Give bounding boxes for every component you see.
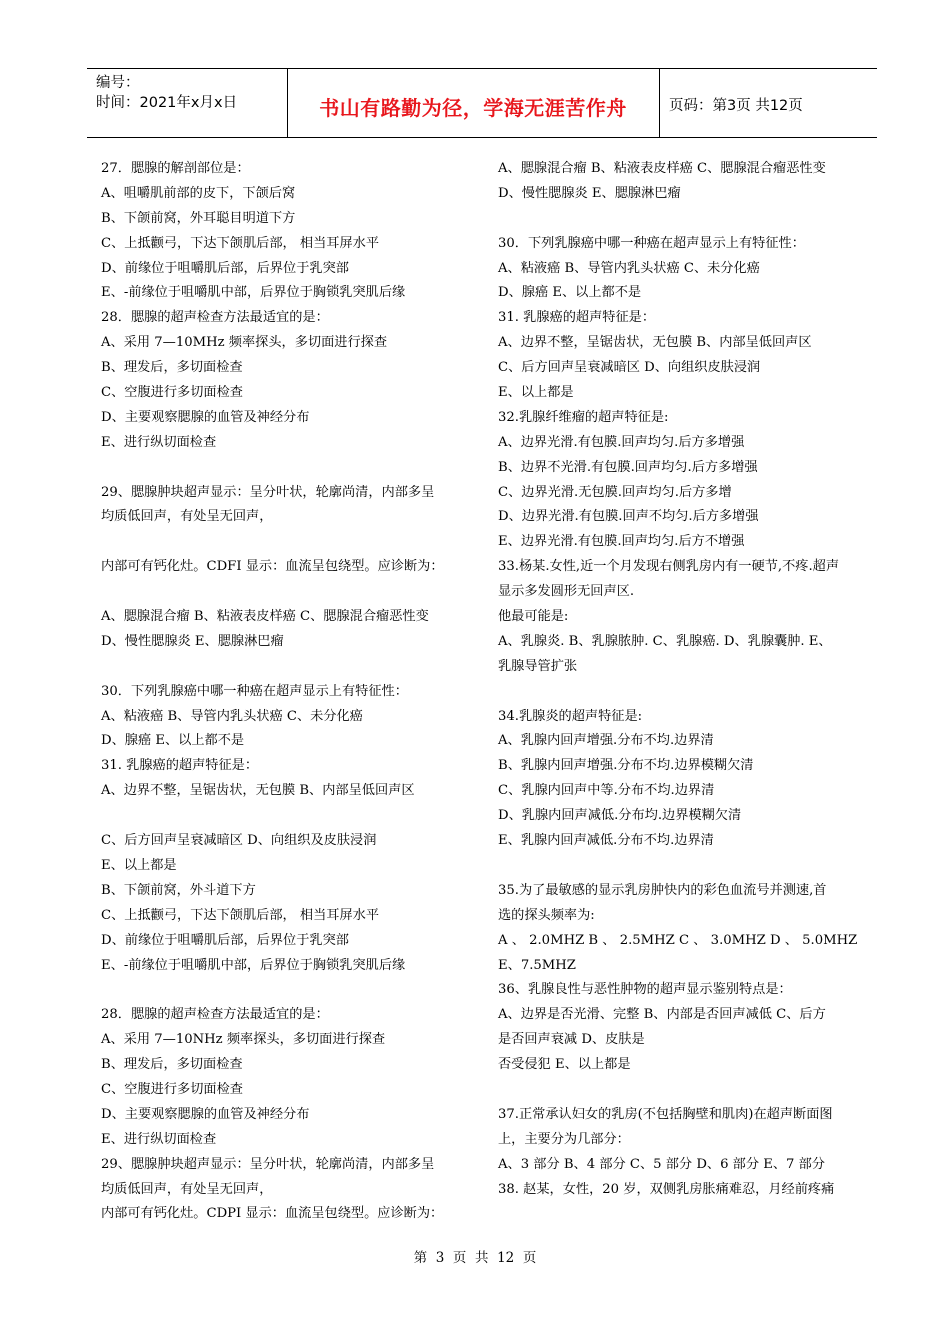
text-line: 内部可有钙化灶。CDFI 显示：血流呈包绕型。应诊断为：: [101, 559, 444, 575]
text-line: 31. 乳腺癌的超声特征是：: [101, 758, 259, 774]
text-line: D、腺癌 E、以上都不是: [498, 285, 642, 301]
text-line: [498, 854, 868, 879]
text-line: A、采用 7—10MHz 频率探头，多切面进行探查: [101, 335, 388, 351]
text-line: 显示多发圆形无回声区.: [498, 584, 635, 600]
page-code-label: 页码：第3页 共12页: [669, 98, 803, 114]
text-line: E、进行纵切面检查: [101, 434, 217, 450]
text-line: D、慢性腮腺炎 E、腮腺淋巴瘤: [101, 633, 284, 649]
text-line: 均质低回声，有处呈无回声，: [101, 1181, 273, 1197]
text-line: [498, 680, 868, 705]
text-line: 27．腮腺的解剖部位是：: [101, 161, 250, 176]
text-line: D、前缘位于咀嚼肌后部，后界位于乳突部: [101, 260, 349, 276]
text-line: E、以上都是: [498, 385, 574, 401]
text-line: [498, 1078, 868, 1103]
text-line: B、下颌前窝，外斗道下方: [101, 882, 256, 898]
text-line: 30．下列乳腺癌中哪一种癌在超声显示上有特征性：: [498, 235, 805, 251]
text-line: A 、 2.0MHZ B 、 2.5MHZ C 、 3.0MHZ D 、 5.0MHZ: [498, 932, 858, 948]
text-line: D、前缘位于咀嚼肌后部，后界位于乳突部: [101, 932, 349, 948]
text-line: 他最可能是:: [498, 609, 569, 625]
text-line: 否受侵犯 E、以上都是: [498, 1057, 631, 1073]
text-line: A、腮腺混合瘤 B、粘液表皮样癌 C、腮腺混合瘤恶性变: [101, 609, 429, 625]
text-line: 34.乳腺炎的超声特征是:: [498, 708, 643, 724]
text-line: C、空腹进行多切面检查: [101, 385, 243, 401]
text-line: B、理发后，多切面检查: [101, 360, 243, 376]
text-line: 32.乳腺纤维瘤的超声特征是:: [498, 409, 669, 425]
text-line: 均质低回声，有处呈无回声，: [101, 509, 273, 525]
text-line: 33.杨某.女性,近一个月发现右侧乳房内有一硬节,不疼.超声: [498, 559, 840, 575]
text-line: E、-前缘位于咀嚼肌中部，后界位于胸锁乳突肌后缘: [101, 285, 406, 301]
text-line: D、慢性腮腺炎 E、腮腺淋巴瘤: [498, 185, 681, 201]
text-line: E、以上都是: [101, 857, 177, 873]
text-line: C、边界光滑.无包膜.回声均匀.后方多增: [498, 484, 732, 500]
text-line: A、粘液癌 B、导管内乳头状癌 C、未分化癌: [498, 260, 760, 276]
text-line: D、腺癌 E、以上都不是: [101, 733, 245, 749]
text-line: A、边界是否光滑、完整 B、内部是否回声减低 C、后方: [498, 1007, 826, 1023]
text-line: B、乳腺内回声增强.分布不均.边界模糊欠清: [498, 758, 754, 774]
text-line: C、后方回声呈衰减暗区 D、向组织皮肤浸润: [498, 360, 761, 376]
document-time-label: 时间：2021年x月x日: [96, 95, 238, 111]
text-line: B、下颌前窝，外耳聪目明道下方: [101, 210, 296, 226]
text-line: A、边界光滑.有包膜.回声均匀.后方多增强: [498, 434, 745, 450]
text-line: 36、乳腺良性与恶性肿物的超声显示鉴别特点是：: [498, 982, 792, 998]
right-text-column: [498, 157, 868, 1202]
text-line: 28．腮腺的超声检查方法最适宜的是：: [101, 1007, 329, 1023]
motto-text: 书山有路勤为径，学海无涯苦作舟: [319, 96, 627, 120]
text-line: E、7.5MHZ: [498, 957, 576, 973]
page-header: [87, 68, 877, 138]
text-line: 28．腮腺的超声检查方法最适宜的是：: [101, 310, 329, 326]
text-line: 选的探头频率为:: [498, 907, 595, 923]
header-motto-cell: [287, 69, 660, 137]
text-line: [101, 456, 476, 481]
text-line: E、-前缘位于咀嚼肌中部，后界位于胸锁乳突肌后缘: [101, 957, 406, 973]
page-footer: 第 3 页 共 12 页: [413, 1250, 537, 1266]
text-line: D、主要观察腮腺的血管及神经分布: [101, 1106, 310, 1122]
text-line: 37.正常承认妇女的乳房(不包括胸壁和肌肉)在超声断面图: [498, 1106, 833, 1122]
text-line: 35.为了最敏感的显示乳房肿快内的彩色血流号并测速,首: [498, 882, 827, 898]
text-line: [498, 207, 868, 232]
text-line: A、边界不整，呈锯齿状，无包膜 B、内部呈低回声区: [101, 783, 415, 799]
text-line: A、粘液癌 B、导管内乳头状癌 C、未分化癌: [101, 708, 363, 724]
text-line: 是否回声衰减 D、皮肤是: [498, 1032, 645, 1048]
text-line: E、进行纵切面检查: [101, 1131, 217, 1147]
text-line: 38. 赵某，女性，20 岁，双侧乳房胀痛难忍，月经前疼痛: [498, 1181, 835, 1197]
text-line: C、上抵颧弓，下达下颌肌后部， 相当耳屏水平: [101, 235, 380, 251]
text-line: E、乳腺内回声减低.分布不均.边界清: [498, 833, 714, 849]
text-line: A、咀嚼肌前部的皮下，下颌后窝: [101, 185, 296, 201]
text-line: D、主要观察腮腺的血管及神经分布: [101, 409, 310, 425]
header-page-cell: [659, 69, 877, 137]
text-line: 内部可有钙化灶。CDPI 显示：血流呈包绕型。应诊断为：: [101, 1206, 444, 1222]
text-line: B、理发后，多切面检查: [101, 1057, 243, 1073]
text-line: 乳腺导管扩张: [498, 658, 578, 674]
text-line: D、边界光滑.有包膜.回声不均匀.后方多增强: [498, 509, 759, 525]
text-line: [101, 804, 476, 829]
text-line: A、采用 7—10NHz 频率探头，多切面进行探查: [101, 1032, 386, 1048]
document-number-label: 编号：: [96, 75, 140, 91]
text-line: [101, 655, 476, 680]
text-line: E、边界光滑.有包膜.回声均匀.后方不增强: [498, 534, 745, 550]
text-line: B、边界不光滑.有包膜.回声均匀.后方多增强: [498, 459, 758, 475]
text-line: C、上抵颧弓，下达下颌肌后部， 相当耳屏水平: [101, 907, 380, 923]
text-line: C、空腹进行多切面检查: [101, 1081, 243, 1097]
text-line: [101, 978, 476, 1003]
left-text-column: [101, 157, 476, 1227]
text-line: C、乳腺内回声中等.分布不均.边界清: [498, 783, 715, 799]
text-line: 29、腮腺肿块超声显示：呈分叶状，轮廓尚清，内部多呈: [101, 484, 435, 500]
text-line: A、腮腺混合瘤 B、粘液表皮样癌 C、腮腺混合瘤恶性变: [498, 161, 826, 176]
text-line: A、乳腺炎. B、乳腺脓肿. C、乳腺癌. D、乳腺囊肿. E、: [498, 633, 832, 649]
text-line: 31. 乳腺癌的超声特征是：: [498, 310, 656, 326]
header-info-cell: [87, 69, 288, 137]
text-line: [101, 580, 476, 605]
text-line: A、边界不整，呈锯齿状，无包膜 B、内部呈低回声区: [498, 335, 812, 351]
text-line: D、乳腺内回声减低.分布均.边界模糊欠清: [498, 808, 742, 824]
text-line: 30．下列乳腺癌中哪一种癌在超声显示上有特征性：: [101, 683, 408, 699]
text-line: A、3 部分 B、4 部分 C、5 部分 D、6 部分 E、7 部分: [498, 1156, 825, 1172]
text-line: C、后方回声呈衰减暗区 D、向组织及皮肤浸润: [101, 833, 377, 849]
text-line: A、乳腺内回声增强.分布不均.边界清: [498, 733, 714, 749]
text-line: [101, 530, 476, 555]
text-line: 上，主要分为几部分：: [498, 1131, 630, 1147]
text-line: 29、腮腺肿块超声显示：呈分叶状，轮廓尚清，内部多呈: [101, 1156, 435, 1172]
